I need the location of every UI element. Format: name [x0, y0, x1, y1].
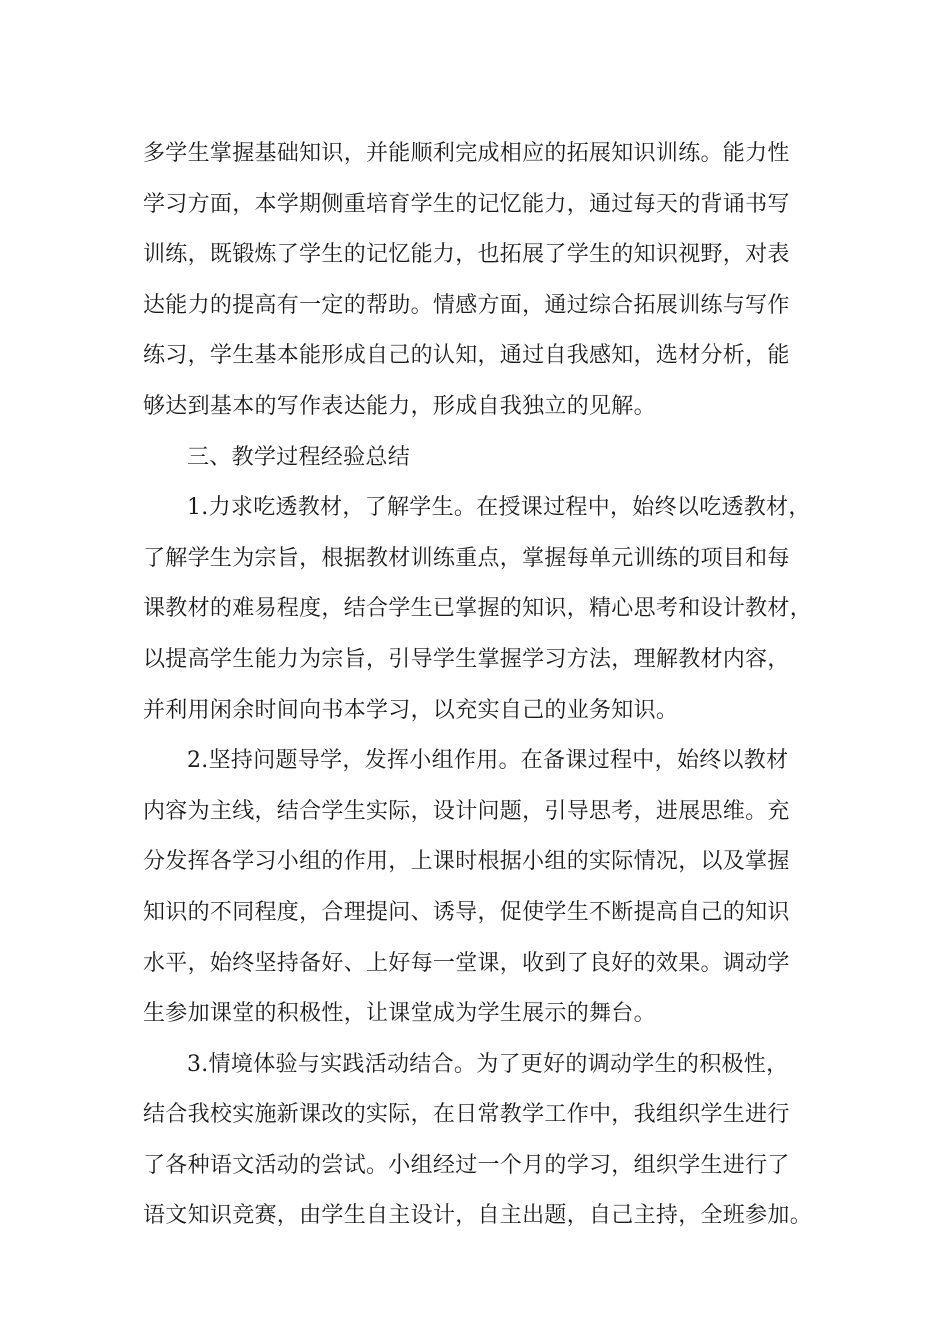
text-line: 学习方面，本学期侧重培育学生的记忆能力，通过每天的背诵书写 [143, 191, 790, 217]
text-line: 了各种语文活动的尝试。小组经过一个月的学习，组织学生进行了 [143, 1152, 790, 1178]
document-body [143, 129, 833, 1242]
text-line: 训练，既锻炼了学生的记忆能力，也拓展了学生的知识视野，对表 [143, 242, 790, 268]
text-line: 3.情境体验与实践活动结合。为了更好的调动学生的积极性， [187, 1051, 789, 1077]
text-line: 1.力求吃透教材，了解学生。在授课过程中，始终以吃透教材， [187, 495, 811, 521]
text-line: 分发挥各学习小组的作用，上课时根据小组的实际情况，以及掌握 [143, 849, 790, 875]
text-line: 够达到基本的写作表达能力，形成自我独立的见解。 [143, 393, 656, 419]
text-line: 以提高学生能力为宗旨，引导学生掌握学习方法，理解教材内容， [143, 646, 790, 672]
text-line: 内容为主线，结合学生实际，设计问题，引导思考，进展思维。充 [143, 798, 790, 824]
text-line: 三、教学过程经验总结 [187, 444, 411, 470]
text-line: 课教材的难易程度，结合学生已掌握的知识，精心思考和设计教材， [143, 596, 813, 622]
text-line: 水平，始终坚持备好、上好每一堂课，收到了良好的效果。调动学 [143, 950, 790, 976]
text-line: 知识的不同程度，合理提问、诱导，促使学生不断提高自己的知识 [143, 899, 790, 925]
text-line: 了解学生为宗旨，根据教材训练重点，掌握每单元训练的项目和每 [143, 545, 790, 571]
text-line: 多学生掌握基础知识，并能顺利完成相应的拓展知识训练。能力性 [143, 141, 790, 166]
text-line: 达能力的提高有一定的帮助。情感方面，通过综合拓展训练与写作 [143, 292, 790, 318]
text-line: 语文知识竞赛，由学生自主设计，自主出题，自己主持，全班参加。 [143, 1203, 813, 1229]
text-line: 并利用闲余时间向书本学习，以充实自己的业务知识。 [143, 697, 679, 723]
text-line: 练习，学生基本能形成自己的认知，通过自我感知，选材分析，能 [143, 343, 790, 369]
text-line: 生参加课堂的积极性，让课堂成为学生展示的舞台。 [143, 1001, 656, 1027]
text-line: 结合我校实施新课改的实际，在日常教学工作中，我组织学生进行 [143, 1102, 790, 1128]
text-line: 2.坚持问题导学，发挥小组作用。在备课过程中，始终以教材 [187, 748, 789, 774]
